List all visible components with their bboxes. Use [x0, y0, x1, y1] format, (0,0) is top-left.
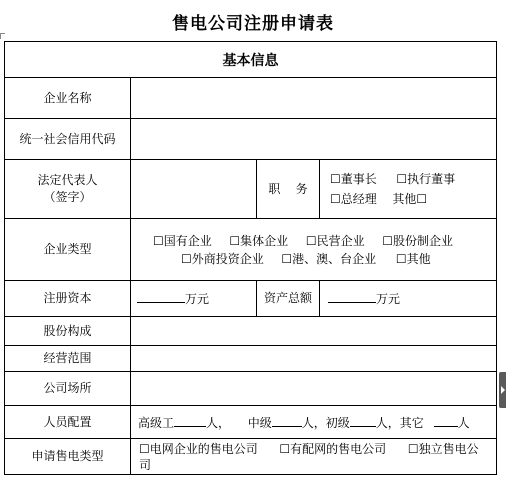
capital-label: 注册资本 — [5, 281, 131, 317]
assets-field[interactable] — [320, 281, 497, 317]
legal-rep-label-line2: （签字） — [43, 190, 92, 204]
enterprise-type-label: 企业类型 — [5, 219, 131, 281]
enterprise-type-foreign[interactable]: ☐外商投资企业 — [181, 251, 264, 266]
enterprise-type-state-owned[interactable]: ☐国有企业 — [153, 233, 212, 248]
company-type-options — [131, 439, 497, 475]
company-name-field[interactable] — [131, 78, 497, 119]
premises-field[interactable] — [131, 372, 497, 406]
position-option-other[interactable]: 其他☐ — [392, 192, 428, 206]
section-header: 基本信息 — [5, 42, 497, 78]
business-scope-field[interactable] — [131, 346, 497, 372]
form-title: 售电公司注册申请表 — [172, 14, 334, 34]
company-type-independent[interactable]: ☐独立售电公 — [407, 441, 479, 456]
staffing-senior-label: 高级工 — [138, 415, 175, 430]
position-option-chairman[interactable]: ☐董事长 — [330, 172, 377, 186]
staffing-other-unit: 人 — [457, 415, 470, 430]
credit-code-label: 统一社会信用代码 — [5, 119, 131, 160]
legal-rep-label — [5, 160, 131, 219]
company-type-label: 申请售电类型 — [5, 439, 131, 475]
corner-mark — [0, 33, 5, 39]
assets-blank[interactable] — [328, 290, 376, 303]
legal-rep-label-line1: 法定代表人 — [37, 173, 98, 187]
capital-unit: 万元 — [185, 292, 210, 306]
staffing-label: 人员配置 — [5, 406, 131, 439]
business-scope-label: 经营范围 — [5, 346, 131, 372]
assets-label: 资产总额 — [257, 281, 320, 317]
staffing-mid-label: 中级 — [247, 415, 272, 430]
capital-blank[interactable] — [137, 290, 185, 303]
company-name-label: 企业名称 — [5, 78, 131, 119]
shareholding-field[interactable] — [131, 317, 497, 346]
staffing-junior-unit: 人，其它 — [375, 415, 424, 430]
staffing-other-blank[interactable] — [434, 414, 458, 427]
capital-field[interactable] — [131, 281, 257, 317]
staffing-senior-unit: 人， — [206, 415, 231, 430]
enterprise-type-hk-macao-taiwan[interactable]: ☐港、澳、台企业 — [281, 251, 377, 266]
position-option-executive-director[interactable]: ☐执行董事 — [396, 172, 456, 186]
assets-unit: 万元 — [376, 292, 401, 306]
staffing-junior-blank[interactable] — [350, 414, 376, 427]
premises-label: 公司场所 — [5, 372, 131, 406]
enterprise-type-private[interactable]: ☐民营企业 — [305, 233, 365, 248]
legal-rep-signature-field[interactable] — [131, 160, 257, 219]
shareholding-label: 股份构成 — [5, 317, 131, 346]
position-label: 职 务 — [257, 160, 320, 219]
credit-code-field[interactable] — [131, 119, 497, 160]
staffing-senior-blank[interactable] — [174, 414, 206, 427]
registration-form-table — [4, 41, 497, 475]
staffing-mid-unit: 人，初级 — [301, 415, 350, 430]
company-type-grid-enterprise[interactable]: ☐电网企业的售电公司 — [139, 441, 258, 456]
staffing-field — [131, 406, 497, 439]
enterprise-type-joint-stock[interactable]: ☐股份制企业 — [382, 233, 454, 248]
side-scroll-tab[interactable] — [499, 372, 506, 408]
company-type-independent-cont: 司 — [139, 457, 152, 472]
enterprise-type-collective[interactable]: ☐集体企业 — [229, 233, 289, 248]
position-option-general-manager[interactable]: ☐总经理 — [330, 192, 377, 206]
staffing-mid-blank[interactable] — [272, 414, 302, 427]
position-options — [320, 160, 497, 219]
enterprise-type-other[interactable]: ☐其他 — [395, 251, 431, 266]
enterprise-type-options — [131, 219, 497, 281]
company-type-with-distribution[interactable]: ☐有配网的售电公司 — [279, 441, 387, 456]
